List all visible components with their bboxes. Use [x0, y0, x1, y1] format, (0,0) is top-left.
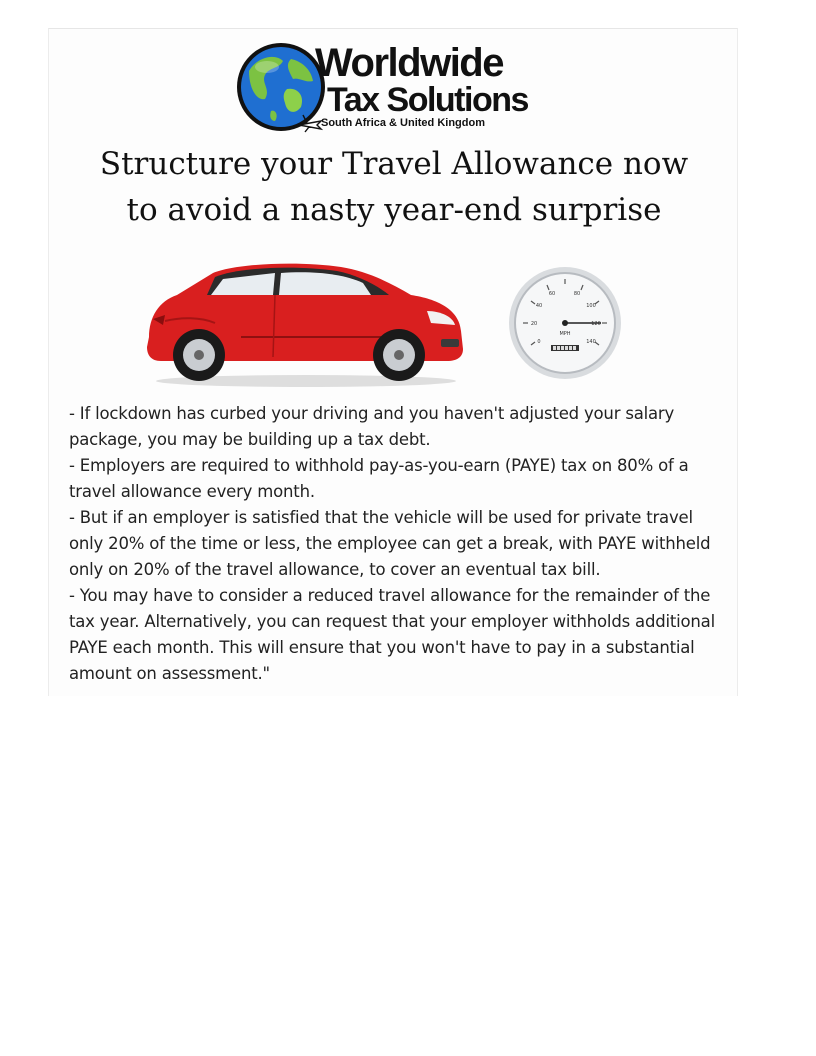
- headline-line1: Structure your Travel Allowance now: [99, 146, 689, 182]
- speedometer-illustration: [507, 265, 623, 381]
- logo-wordmark-line2: Tax Solutions: [327, 81, 528, 119]
- gauge-label: 100: [586, 303, 596, 309]
- bullet-paragraph: - Employers are required to withhold pay-as-you-earn (PAYE) tax on 80% of a travel allowance every month.: [69, 456, 689, 501]
- gauge-label: 0: [537, 339, 541, 345]
- gauge-unit: MPH: [559, 331, 571, 337]
- headline-line2: to avoid a nasty year-end surprise: [126, 192, 662, 228]
- flyer-card: [48, 28, 738, 696]
- company-logo: [235, 41, 545, 133]
- gauge-label: 20: [530, 321, 538, 327]
- bullet-paragraph: - You may have to consider a reduced travel allowance for the remainder of the tax year. Alternatively, you can request that your employer withholds additional PAYE each month. This will ensure that you won't have to pay in a substantial amount on assessment.": [69, 586, 715, 683]
- bullet-paragraph: - But if an employer is satisfied that the vehicle will be used for private travel only 20% of the time or less, the employee can get a break, with PAYE withheld only on 20% of the travel allowance, to cover an eventual tax bill.: [69, 508, 711, 579]
- red-car-illustration: [141, 259, 471, 389]
- bullet-paragraph: - If lockdown has curbed your driving and you haven't adjusted your salary package, you may be building up a tax debt.: [69, 404, 675, 449]
- logo-wordmark-line1: Worldwide: [315, 41, 503, 85]
- gauge-label: 40: [535, 303, 543, 309]
- gauge-label: 80: [573, 291, 581, 297]
- article-body: [69, 401, 729, 687]
- logo-tagline: South Africa & United Kingdom: [321, 117, 485, 129]
- gauge-label: 60: [548, 291, 556, 297]
- headline: [49, 141, 739, 233]
- gauge-label: 140: [586, 339, 596, 345]
- gauge-label: 120: [591, 321, 601, 327]
- plane-icon: [297, 113, 323, 133]
